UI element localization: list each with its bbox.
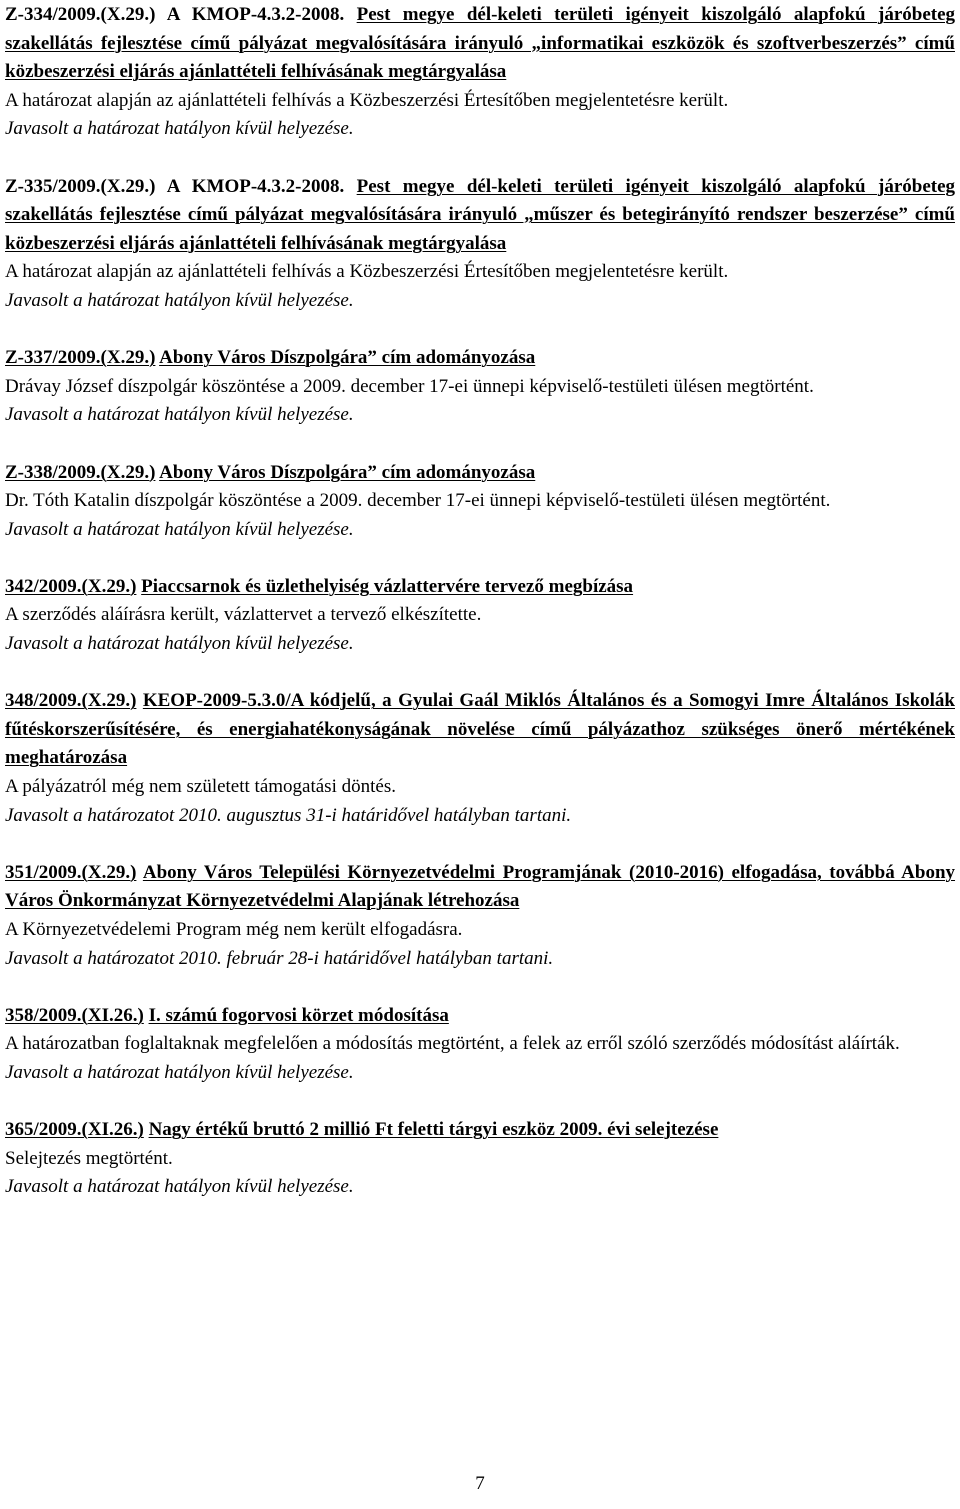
page-number: 7 — [475, 1473, 485, 1494]
resolution-entry-z334 — [5, 1, 955, 144]
resolution-status: A szerződés aláírásra került, vázlattervet a tervező elkészítette. — [5, 604, 482, 626]
resolution-recommendation: Javasolt a határozat hatályon kívül helyezése. — [5, 118, 354, 140]
resolution-entry-z335 — [5, 173, 955, 316]
resolution-heading — [5, 459, 955, 488]
resolution-status: Selejtezés megtörtént. — [5, 1147, 173, 1169]
resolution-subject: Abony Város Települési Környezetvédelmi Programjának (2010-2016) elfogadása, továbbá Abony Város Önkormányzat Környezetvédelmi Alapjának létrehozása — [5, 861, 956, 912]
resolution-status: A Környezetvédelemi Program még nem került elfogadásra. — [5, 919, 463, 940]
resolution-heading — [5, 1, 955, 87]
resolution-entry-348 — [5, 687, 955, 830]
resolution-heading — [5, 173, 955, 259]
resolution-number: Z-338/2009.(X.29.) — [5, 461, 156, 483]
resolution-status: Drávay József díszpolgár köszöntése a 2009. december 17-ei ünnepi képviselő-testületi ülésen megtörtént. — [5, 375, 814, 397]
resolution-status: A határozat alapján az ajánlattételi felhívás a Közbeszerzési Értesítőben megjelentetésre került. — [5, 261, 729, 283]
resolution-number: 358/2009.(XI.26.) — [5, 1004, 144, 1026]
resolution-subject: Piaccsarnok és üzlethelyiség vázlattervére tervező megbízása — [141, 575, 634, 597]
resolution-recommendation: Javasolt a határozat hatályon kívül helyezése. — [5, 518, 354, 540]
resolution-entry-342 — [5, 573, 955, 659]
resolution-subject: KEOP-2009-5.3.0/A kódjelű, a Gyulai Gaál Miklós Általános és a Somogyi Imre Általános Iskolák fűtéskorszerűsítésére, és energiahatékonyságának növelése című pályázathoz szükséges önerő mértékének meghatározása — [5, 690, 955, 769]
resolution-subject: Pest megye dél-keleti területi igényeit kiszolgáló alapfokú járóbeteg szakellátás fejlesztése című pályázat megvalósítására irányuló „műszer és betegirányító rendszer beszerzése” című közbeszerzési eljárás ajánlattételi felhívásának megtárgyalása — [5, 175, 956, 254]
resolution-heading — [5, 859, 955, 916]
resolution-recommendation: Javasolt a határozat hatályon kívül helyezése. — [5, 404, 354, 426]
resolution-recommendation: Javasolt a határozatot 2010. augusztus 31-i határidővel hatályban tartani. — [5, 804, 572, 826]
resolution-number: 365/2009.(XI.26.) — [5, 1119, 144, 1141]
resolution-number: 351/2009.(X.29.) — [5, 861, 137, 883]
resolution-number: Z-337/2009.(X.29.) — [5, 347, 156, 369]
resolution-entry-351 — [5, 859, 955, 973]
resolution-number: 342/2009.(X.29.) — [5, 575, 137, 597]
resolution-status: Dr. Tóth Katalin díszpolgár köszöntése a 2009. december 17-ei ünnepi képviselő-testületi ülésen megtörtént. — [5, 490, 831, 512]
resolution-subject: Abony Város Díszpolgára” cím adományozása — [159, 347, 536, 369]
resolution-status: A határozat alapján az ajánlattételi felhívás a Közbeszerzési Értesítőben megjelentetésre került. — [5, 89, 729, 111]
resolution-heading — [5, 687, 955, 773]
resolution-list — [5, 0, 955, 1202]
resolution-subject: Nagy értékű bruttó 2 millió Ft feletti tárgyi eszköz 2009. évi selejtezése — [148, 1119, 719, 1141]
resolution-recommendation: Javasolt a határozat hatályon kívül helyezése. — [5, 633, 354, 655]
resolution-entry-365 — [5, 1116, 955, 1202]
resolution-status: A pályázatról még nem született támogatási döntés. — [5, 776, 396, 798]
resolution-recommendation: Javasolt a határozat hatályon kívül helyezése. — [5, 289, 354, 311]
resolution-heading — [5, 1116, 955, 1145]
resolution-entry-358 — [5, 1002, 955, 1088]
resolution-subject: Abony Város Díszpolgára” cím adományozása — [159, 461, 536, 483]
resolution-number: Z-335/2009.(X.29.) A KMOP-4.3.2-2008. — [5, 175, 345, 197]
resolution-number: Z-334/2009.(X.29.) A KMOP-4.3.2-2008. — [5, 4, 345, 25]
resolution-heading — [5, 1002, 955, 1031]
resolution-subject: I. számú fogorvosi körzet módosítása — [148, 1004, 449, 1026]
resolution-number: 348/2009.(X.29.) — [5, 690, 137, 712]
resolution-heading — [5, 573, 955, 602]
resolution-recommendation: Javasolt a határozat hatályon kívül helyezése. — [5, 1061, 354, 1083]
resolution-status: A határozatban foglaltaknak megfelelően a módosítás megtörtént, a felek az erről szóló szerződés módosítást aláírták. — [5, 1033, 900, 1055]
resolution-heading — [5, 344, 955, 373]
resolution-subject: Pest megye dél-keleti területi igényeit kiszolgáló alapfokú járóbeteg szakellátás fejlesztése című pályázat megvalósítására irányuló „informatikai eszközök és szoftverbeszerzés” című közbeszerzési eljárás ajánlattételi felhívásának megtárgyalása — [5, 4, 956, 83]
resolution-recommendation: Javasolt a határozatot 2010. február 28-i határidővel hatályban tartani. — [5, 947, 554, 969]
resolution-entry-z337 — [5, 344, 955, 430]
resolution-entry-z338 — [5, 459, 955, 545]
resolution-recommendation: Javasolt a határozat hatályon kívül helyezése. — [5, 1176, 354, 1198]
